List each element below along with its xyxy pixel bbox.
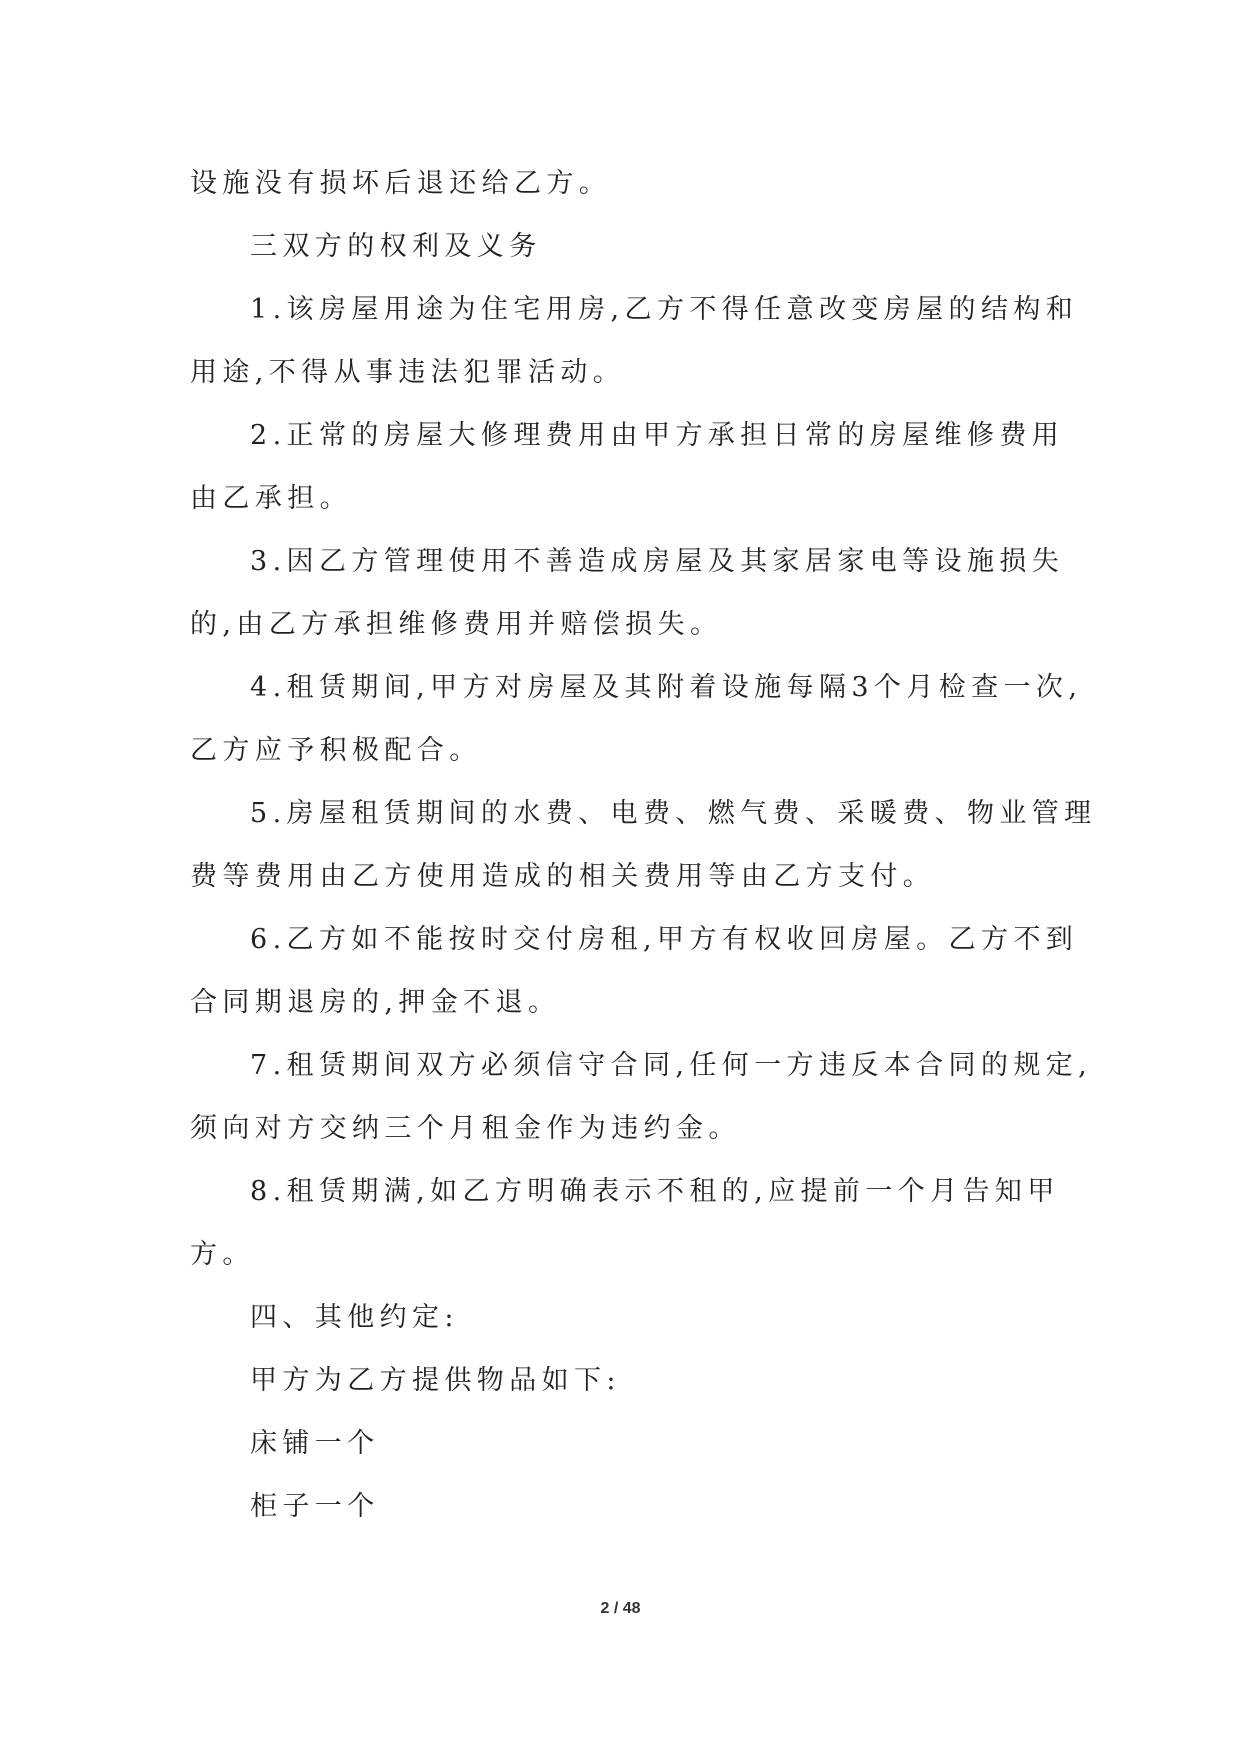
text-line: 5.房屋租赁期间的水费、电费、燃气费、采暖费、物业管理 bbox=[250, 798, 1097, 829]
text-line: 6.乙方如不能按时交付房租,甲方有权收回房屋。乙方不到 bbox=[250, 924, 1079, 955]
text-line: 3.因乙方管理使用不善造成房屋及其家居家电等设施损失 bbox=[250, 546, 1065, 577]
text-line: 1.该房屋用途为住宅用房,乙方不得任意改变房屋的结构和 bbox=[250, 294, 1079, 325]
text-line: 设施没有损坏后退还给乙方。 bbox=[190, 168, 612, 199]
text-line: 甲方为乙方提供物品如下: bbox=[250, 1365, 621, 1396]
text-line: 用途,不得从事违法犯罪活动。 bbox=[190, 357, 626, 388]
text-line: 乙方应予积极配合。 bbox=[190, 735, 482, 766]
text-line: 7.租赁期间双方必须信守合同,任何一方违反本合同的规定, bbox=[250, 1050, 1093, 1081]
text-line: 三双方的权利及义务 bbox=[250, 231, 542, 262]
text-line: 的,由乙方承担维修费用并赔偿损失。 bbox=[190, 609, 723, 640]
text-line: 8.租赁期满,如乙方明确表示不租的,应提前一个月告知甲 bbox=[250, 1176, 1060, 1207]
text-line: 2.正常的房屋大修理费用由甲方承担日常的房屋维修费用 bbox=[250, 420, 1065, 451]
text-line: 床铺一个 bbox=[250, 1428, 380, 1459]
text-line: 四、其他约定: bbox=[250, 1302, 459, 1333]
text-line: 柜子一个 bbox=[250, 1491, 380, 1522]
document-body bbox=[190, 152, 1097, 1538]
text-line: 方。 bbox=[190, 1239, 255, 1270]
text-line: 合同期退房的,押金不退。 bbox=[190, 987, 561, 1018]
text-line: 4.租赁期间,甲方对房屋及其附着设施每隔3个月检查一次, bbox=[250, 672, 1083, 703]
text-line: 费等费用由乙方使用造成的相关费用等由乙方支付。 bbox=[190, 861, 936, 892]
text-line: 须向对方交纳三个月租金作为违约金。 bbox=[190, 1113, 741, 1144]
text-line: 由乙承担。 bbox=[190, 483, 352, 514]
page-number: 2 / 48 bbox=[600, 1600, 641, 1617]
